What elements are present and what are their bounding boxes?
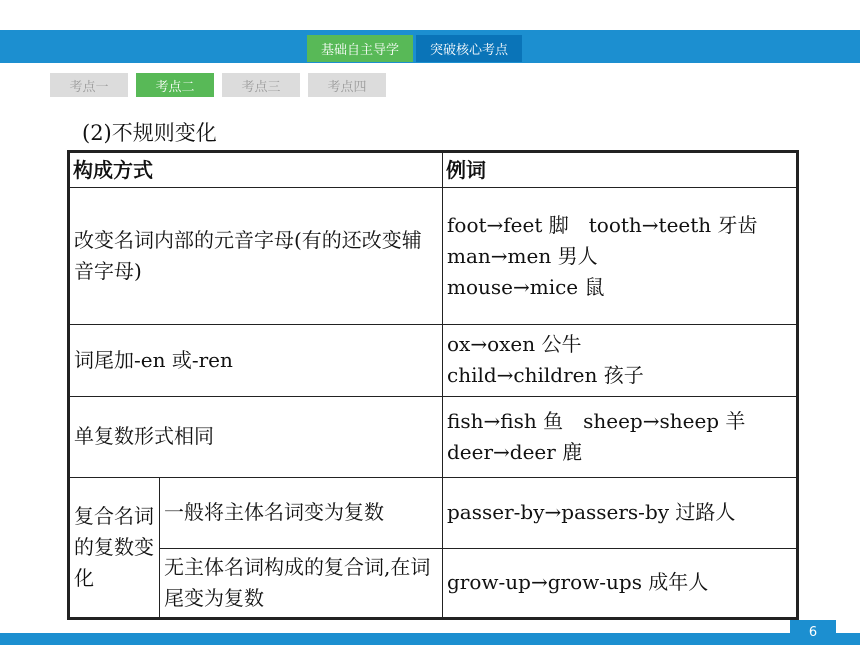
page-number: 6 xyxy=(790,620,836,645)
tab-core-points[interactable]: 突破核心考点 xyxy=(416,35,522,62)
nav-tabs xyxy=(307,35,522,62)
kaodian-tab-1[interactable]: 考点一 xyxy=(50,73,128,97)
example-cell: passer-by→passers-by 过路人 xyxy=(443,478,798,548)
table-header-row xyxy=(69,152,798,188)
rule-cell: 词尾加-en 或-ren xyxy=(69,325,443,396)
irregular-plural-table xyxy=(67,150,799,620)
kaodian-tab-4[interactable]: 考点四 xyxy=(308,73,386,97)
example-line: foot→feet 脚 tooth→teeth 牙齿 xyxy=(447,212,758,237)
example-cell xyxy=(443,325,798,396)
bottom-bar xyxy=(0,633,860,645)
table-row xyxy=(69,188,798,325)
section-title: (2)不规则变化 xyxy=(82,121,217,145)
example-line: man→men 男人 xyxy=(447,243,598,268)
table-row xyxy=(69,396,798,478)
kaodian-tabs xyxy=(50,73,386,97)
rule-cell: 无主体名词构成的复合词,在词尾变为复数 xyxy=(160,548,443,619)
kaodian-tab-2[interactable]: 考点二 xyxy=(136,73,214,97)
example-cell: grow-up→grow-ups 成年人 xyxy=(443,548,798,619)
rule-cell: 一般将主体名词变为复数 xyxy=(160,478,443,548)
example-line: fish→fish 鱼 sheep→sheep 羊 xyxy=(447,408,746,433)
group-cell: 复合名词的复数变化 xyxy=(69,478,160,619)
example-line: mouse→mice 鼠 xyxy=(447,274,605,299)
example-line: deer→deer 鹿 xyxy=(447,439,583,464)
header-examples: 例词 xyxy=(443,152,798,188)
header-method: 构成方式 xyxy=(69,152,443,188)
rule-cell: 改变名词内部的元音字母(有的还改变辅音字母) xyxy=(69,188,443,325)
example-cell xyxy=(443,396,798,478)
example-line: child→children 孩子 xyxy=(447,363,644,388)
example-line: ox→oxen 公牛 xyxy=(447,332,582,357)
tab-basic-study[interactable]: 基础自主导学 xyxy=(307,35,413,62)
example-cell xyxy=(443,188,798,325)
kaodian-tab-3[interactable]: 考点三 xyxy=(222,73,300,97)
table-row xyxy=(69,478,798,548)
rule-cell: 单复数形式相同 xyxy=(69,396,443,478)
table-row xyxy=(69,325,798,396)
table-row xyxy=(69,548,798,619)
